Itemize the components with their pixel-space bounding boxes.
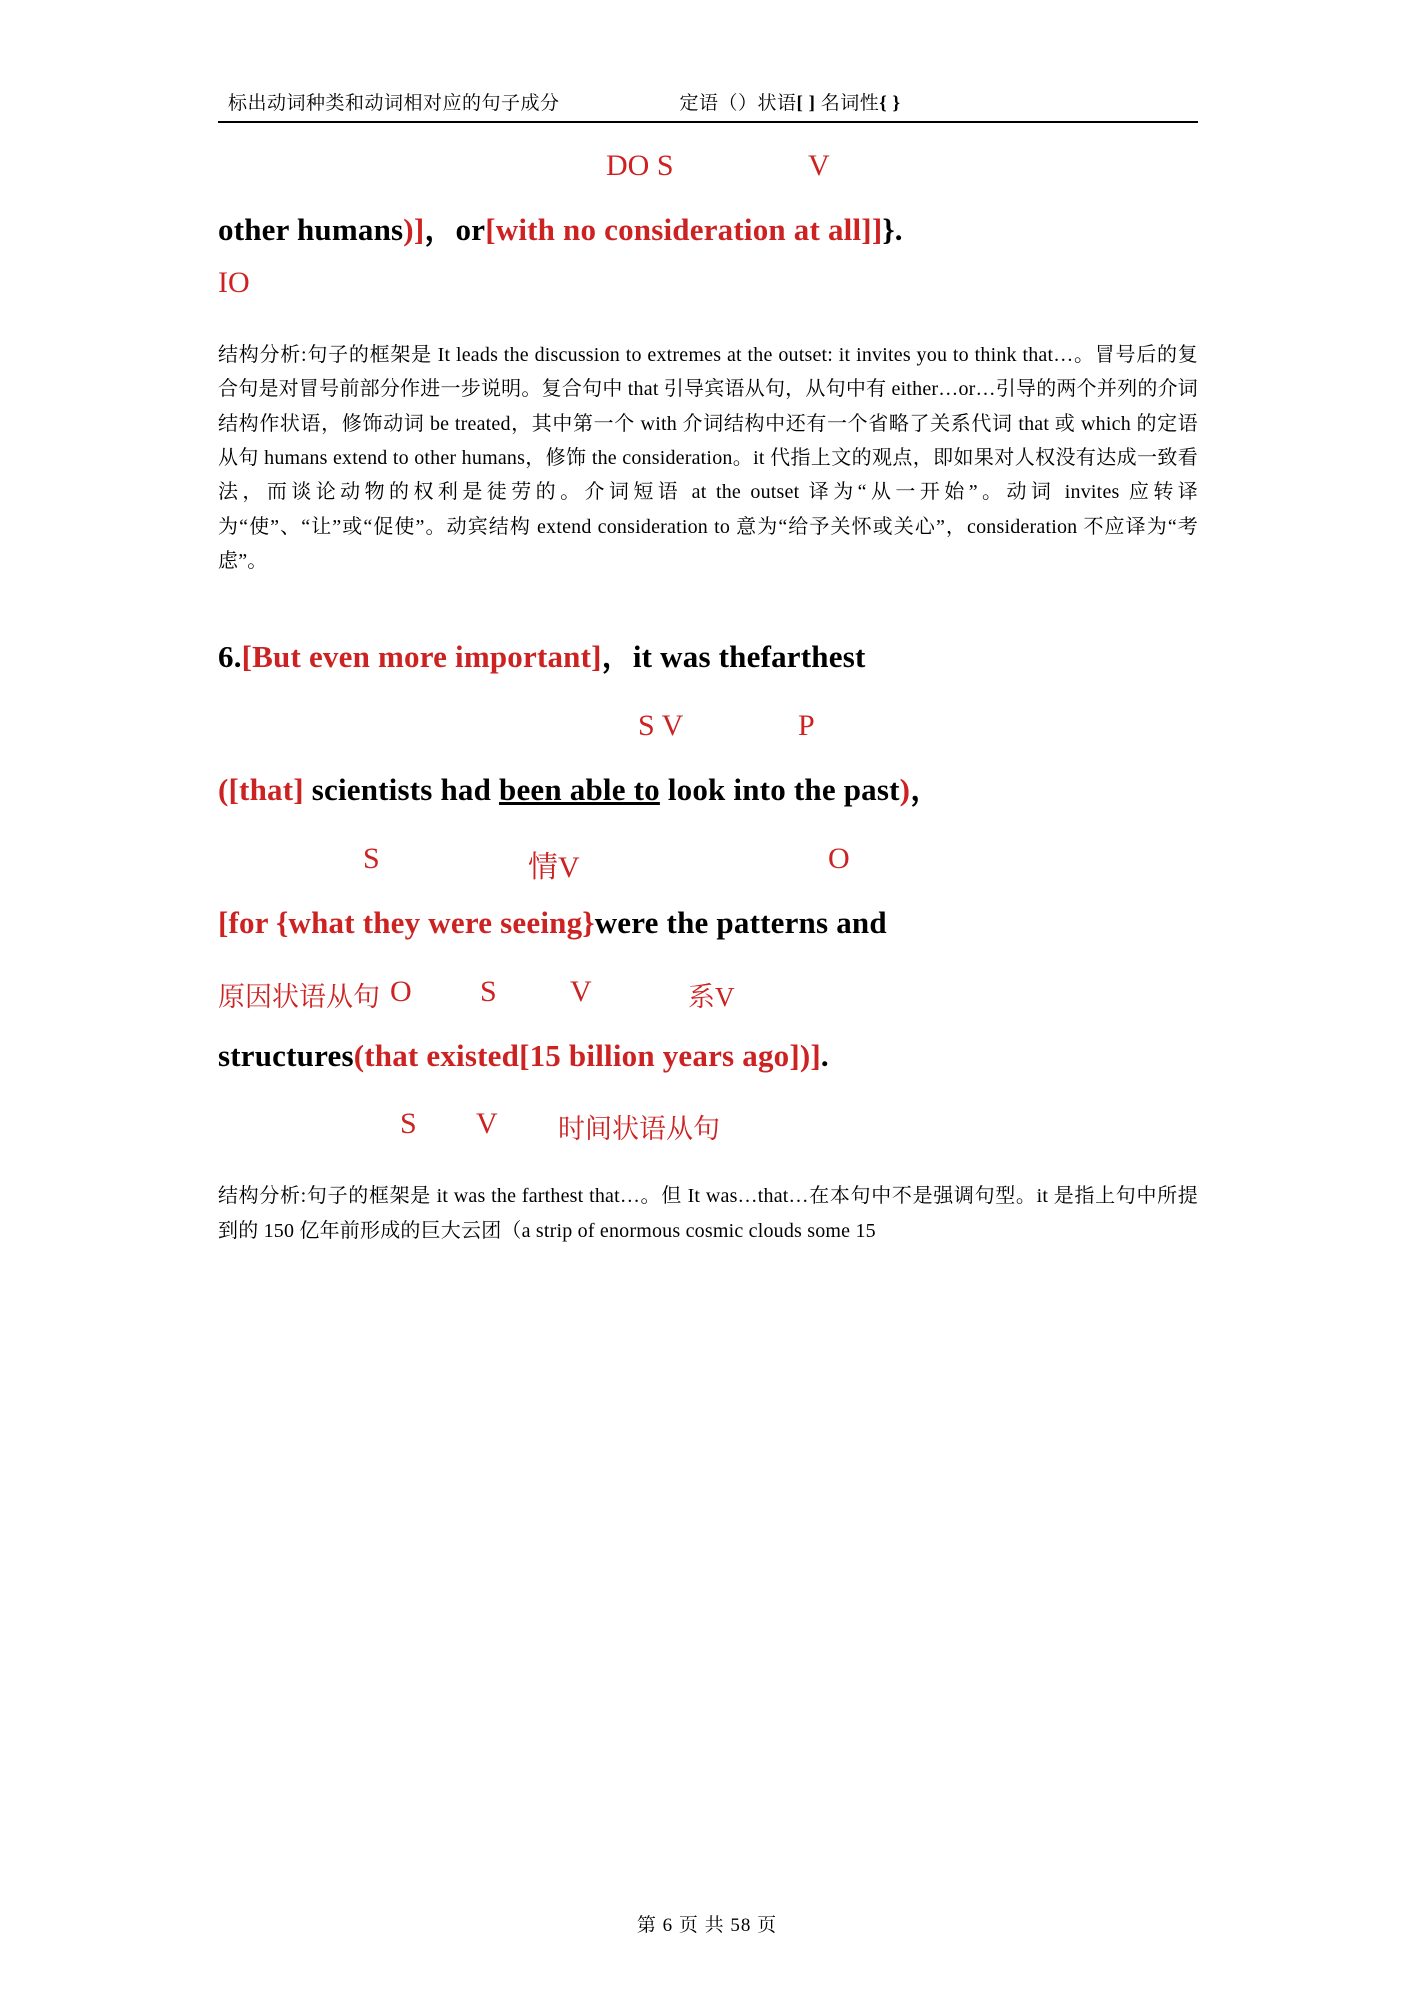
page-header bbox=[218, 88, 1198, 123]
label-modal-v: 情V bbox=[528, 850, 580, 884]
sentence-5-period: . bbox=[820, 1037, 829, 1073]
header-right-text bbox=[680, 88, 901, 115]
annotation-row-time-clause bbox=[218, 1107, 1198, 1153]
label-time-adverbial-clause: 时间状语从句 bbox=[558, 1114, 720, 1145]
label-p: P bbox=[798, 709, 815, 743]
sentence-3-underlined-verb: been able to bbox=[499, 772, 660, 808]
label-v-2: V bbox=[570, 974, 592, 1008]
sentence-5-part-2: (that existed bbox=[353, 1037, 520, 1073]
sentence-5-part-4: )] bbox=[799, 1037, 821, 1073]
sentence-1-part-4: [with no consideration at all]] bbox=[485, 212, 883, 247]
sentence-3-comma: ， bbox=[910, 772, 942, 808]
annotation-row-io bbox=[218, 266, 1198, 312]
structure-analysis-1: 结构分析:句子的框架是 It leads the discussion to extremes at the outset: it invites you to think that…。冒号后的复合句是对冒号前部分作进一步说明。复合句中 that 引导宾语从句，从句中有 either…or…引导的两个并列的介词结构作状语，修饰动词 be treated，其中第一个 with 介词结构中还有一个省略了关系代词 that 或 which 的定语从句 humans extend to other humans，修饰 the consideration。it 代指上文的观点，即如果对人权没有达成一致看法，而谈论动物的权利是徒劳的。介词短语 at the outset 译为“从一开始”。动词 invites 应转译为“使”、“让”或“促使”。动宾结构 extend consideration to 意为“给予关怀或关心”，consideration 不应译为“考虑”。 bbox=[218, 343, 1198, 573]
structure-analysis-2: 结构分析:句子的框架是 it was the farthest that…。但 It was…that…在本句中不是强调句型。it 是指上句中所提到的 150 亿年前形成的巨大云团（a strip of enormous cosmic clouds some 15 bbox=[218, 1185, 1198, 1242]
sentence-1-part-3: ，or bbox=[424, 212, 486, 247]
label-o: O bbox=[828, 841, 850, 875]
label-s-2: S bbox=[363, 841, 380, 875]
sentence-2-part-2: [But even more important] bbox=[241, 639, 602, 675]
label-s-4: S bbox=[400, 1107, 417, 1141]
sentence-5-part-1: structures bbox=[218, 1037, 354, 1073]
label-v: V bbox=[808, 149, 830, 182]
sentence-1-part-5: }. bbox=[882, 212, 903, 247]
annotation-row-do-s-v bbox=[218, 149, 1198, 195]
sentence-3-open-paren: ( bbox=[218, 772, 229, 808]
sentence-2-number: 6. bbox=[218, 639, 242, 675]
label-s-3: S bbox=[480, 974, 497, 1008]
sentence-line-2 bbox=[218, 638, 1198, 677]
sentence-3-part-3: scientists had bbox=[303, 772, 500, 808]
label-s-v: S V bbox=[638, 709, 684, 743]
label-o-2: O bbox=[390, 974, 412, 1008]
label-cause-adverbial-clause: 原因状语从句 bbox=[218, 981, 380, 1012]
header-right-prefix: 定语（）状语 bbox=[679, 93, 797, 114]
sentence-1-part-1: other humans bbox=[218, 212, 404, 247]
annotation-row-cause-clause bbox=[218, 975, 1198, 1021]
sentence-line-1 bbox=[218, 211, 1198, 250]
label-io: IO bbox=[218, 265, 250, 299]
sentence-5-part-3: [15 billion years ago] bbox=[519, 1037, 800, 1073]
sentence-3-part-5: look into the past bbox=[659, 772, 900, 808]
sentence-line-4 bbox=[218, 904, 1198, 943]
page-content bbox=[218, 88, 1198, 1248]
header-left-text: 标出动词种类和动词相对应的句子成分 bbox=[228, 93, 560, 114]
sentence-line-3 bbox=[218, 771, 1198, 810]
header-right-brace: { } bbox=[879, 93, 901, 114]
sentence-2-part-3: ，it was thefarthest bbox=[601, 639, 866, 675]
header-right-bracket: [ ] bbox=[796, 93, 816, 114]
sentence-1-part-2: )] bbox=[403, 212, 425, 247]
page-footer: 第 6 页 共 58 页 bbox=[636, 1915, 778, 1936]
annotation-row-s-modal-v-o bbox=[218, 842, 1198, 888]
sentence-4-part-2: were the patterns and bbox=[594, 904, 887, 940]
sentence-3-that: [that] bbox=[228, 772, 304, 808]
label-do-s: DO S bbox=[606, 149, 674, 182]
sentence-4-part-1: [for {what they were seeing} bbox=[218, 904, 595, 940]
sentence-line-5 bbox=[218, 1037, 1198, 1076]
sentence-3-close-paren: ) bbox=[899, 772, 911, 808]
header-right-suffix: 名词性 bbox=[815, 93, 880, 114]
label-v-3: V bbox=[476, 1107, 498, 1141]
label-linking-v: 系V bbox=[688, 981, 735, 1012]
annotation-row-s-v-p bbox=[218, 709, 1198, 755]
